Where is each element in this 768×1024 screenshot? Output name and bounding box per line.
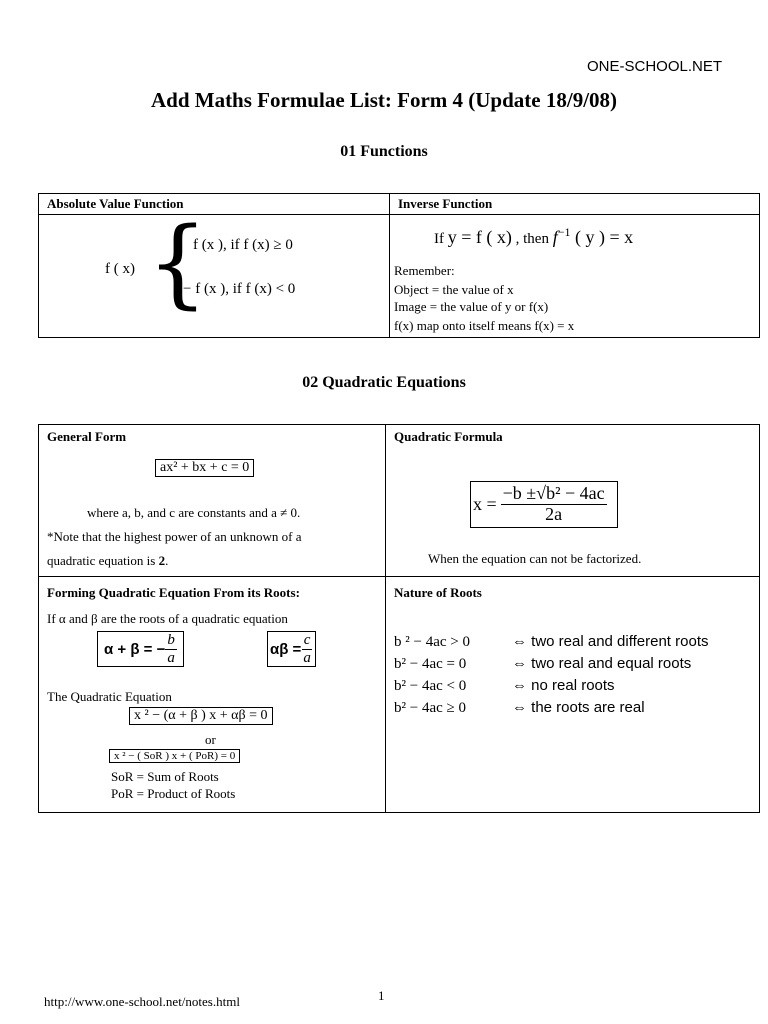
- general-form-formula: ax² + bx + c = 0: [155, 459, 254, 477]
- general-note-1: where a, b, and c are constants and a ≠ 0.: [87, 505, 301, 520]
- general-form-cell: [39, 425, 386, 577]
- quadratic-equation-label: The Quadratic Equation: [47, 689, 172, 704]
- abs-value-header: Absolute Value Function: [39, 194, 390, 215]
- general-form-header: General Form: [47, 429, 127, 444]
- image-def: Image = the value of y or f(x): [394, 299, 549, 314]
- quadratic-formula-box: x = $\frac{\text{−b ±√b² − 4ac}}{2a}$: [470, 481, 618, 528]
- forming-roots-header: Forming Quadratic Equation From its Roots:: [47, 585, 300, 600]
- roots-intro: If α and β are the roots of a quadratic equation: [47, 611, 288, 626]
- sor-def: SoR = Sum of Roots: [111, 769, 219, 784]
- nature-row: b² − 4ac = 0 ⇔ two real and equal roots: [394, 655, 692, 672]
- abs-value-cell: [39, 207, 390, 338]
- abs-case-2: − f (x ), if f (x) < 0: [183, 281, 296, 297]
- por-def: PoR = Product of Roots: [111, 786, 236, 801]
- brace: {: [147, 207, 209, 319]
- nature-of-roots-cell: [386, 577, 760, 813]
- map-def: f(x) map onto itself means f(x) = x: [394, 318, 575, 333]
- product-of-roots-box: αβ = $\frac{c}{a}$: [267, 631, 316, 667]
- site-name: ONE-SCHOOL.NET: [586, 58, 722, 75]
- section-heading-functions: 01 Functions: [340, 143, 428, 160]
- nature-row: b² − 4ac ≥ 0 ⇔ the roots are real: [394, 699, 645, 716]
- functions-table: [38, 193, 760, 338]
- inverse-formula: If y = f ( x) , then $f^{-1}$ ( y ) = x: [434, 225, 634, 247]
- nature-row: b² − 4ac < 0 ⇔ no real roots: [394, 677, 615, 694]
- forming-roots-cell: [39, 577, 386, 813]
- object-def: Object = the value of x: [394, 282, 514, 297]
- quadratic-table: [38, 424, 760, 813]
- section-heading-quadratic: 02 Quadratic Equations: [302, 374, 466, 391]
- abs-lhs: f ( x): [105, 261, 135, 277]
- sum-of-roots-box: α + β = − $\frac{b}{a}$: [97, 631, 184, 667]
- inverse-header: Inverse Function: [390, 194, 760, 215]
- general-note-3: quadratic equation is 2.: [47, 553, 169, 568]
- nature-of-roots-header: Nature of Roots: [394, 585, 482, 600]
- remember-label: Remember:: [394, 263, 455, 278]
- nature-list: [394, 631, 709, 719]
- quadratic-formula-note: When the equation can not be factorized.: [428, 551, 642, 566]
- quadratic-equation-formula-2: x ² − ( SoR ) x + ( PoR) = 0: [109, 749, 240, 763]
- quadratic-formula-header: Quadratic Formula: [394, 429, 503, 444]
- inverse-cell: [390, 215, 760, 338]
- quadratic-formula-cell: [386, 425, 760, 577]
- or-label: or: [205, 732, 216, 747]
- quadratic-equation-formula: x ² − (α + β ) x + αβ = 0: [129, 707, 273, 725]
- page-number: 1: [378, 988, 385, 1003]
- general-note-2: *Note that the highest power of an unknown of a: [47, 529, 302, 544]
- footer-url[interactable]: http://www.one-school.net/notes.html: [44, 994, 240, 1009]
- abs-case-1: f (x ), if f (x) ≥ 0: [193, 237, 293, 253]
- page-title: Add Maths Formulae List: Form 4 (Update 18/9/08): [150, 88, 618, 112]
- nature-row: b ² − 4ac > 0 ⇔ two real and different roots: [394, 633, 709, 650]
